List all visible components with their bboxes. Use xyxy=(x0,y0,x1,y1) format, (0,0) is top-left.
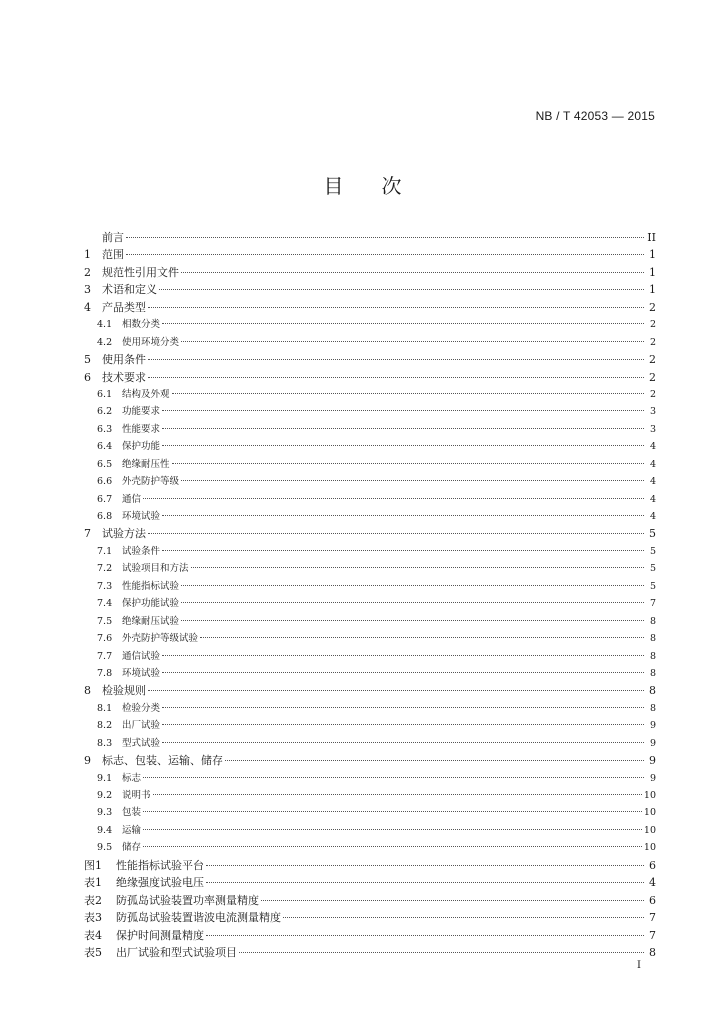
toc-entry[interactable] xyxy=(84,874,656,891)
toc-entry-label: 标志、包装、运输、储存 xyxy=(102,754,223,768)
toc-entry-page: 9 xyxy=(649,754,656,768)
toc-entry[interactable] xyxy=(84,927,656,944)
toc-entry-label: 说明书 xyxy=(122,790,151,801)
toc-entry-label: 使用环境分类 xyxy=(122,336,180,348)
toc-entry-label: 环境试验 xyxy=(122,667,161,679)
toc-entry-page: 2 xyxy=(649,370,656,384)
toc-title: 目次 xyxy=(323,174,440,198)
toc-entry-label: 试验项目和方法 xyxy=(122,563,189,575)
toc-leader-dots xyxy=(191,567,644,568)
toc-entry[interactable] xyxy=(84,839,656,856)
toc-entry-page: 10 xyxy=(643,824,656,836)
toc-entry[interactable] xyxy=(84,787,656,804)
toc-entry-label: 性能要求 xyxy=(122,423,161,435)
toc-leader-dots xyxy=(261,900,644,901)
toc-entry-label: 范围 xyxy=(102,248,124,262)
toc-entry-number: 7.2 xyxy=(97,563,113,575)
toc-entry-number: 9.5 xyxy=(97,842,113,854)
toc-entry-label: 保护功能试验 xyxy=(122,598,180,610)
toc-entry-label: 规范性引用文件 xyxy=(102,265,179,279)
toc-entry-page: 6 xyxy=(649,858,656,872)
toc-entry-page: 5 xyxy=(649,527,656,541)
toc-entry-page: 7 xyxy=(649,911,656,925)
toc-entry[interactable] xyxy=(84,369,656,386)
toc-entry[interactable] xyxy=(84,822,656,839)
toc-entry-page: 10 xyxy=(643,807,656,819)
toc-entry-label: 保护时间测量精度 xyxy=(116,928,204,942)
toc-leader-dots xyxy=(206,882,644,883)
toc-entry-page: 4 xyxy=(649,511,656,522)
toc-entry-number: 7.4 xyxy=(97,598,113,610)
toc-entry-number: 表1 xyxy=(84,876,102,890)
toc-entry[interactable] xyxy=(84,560,656,577)
toc-entry-label: 出厂试验 xyxy=(122,720,161,732)
toc-entry-page: 4 xyxy=(649,441,656,453)
toc-entry[interactable] xyxy=(84,892,656,909)
toc-entry-number: 图1 xyxy=(84,858,102,872)
toc-entry[interactable] xyxy=(84,281,656,298)
toc-entry-page: 4 xyxy=(649,876,656,890)
toc-leader-dots xyxy=(162,323,644,324)
toc-entry[interactable] xyxy=(84,717,656,734)
toc-entry-label: 运输 xyxy=(122,824,142,836)
toc-entry-label: 防孤岛试验装置功率测量精度 xyxy=(116,893,259,907)
toc-entry-label: 术语和定义 xyxy=(102,283,157,297)
page-number: I xyxy=(637,960,641,971)
toc-entry-page: 5 xyxy=(649,545,656,557)
toc-entry-label: 通信试验 xyxy=(122,650,161,662)
toc-entry-number: 7 xyxy=(84,527,91,541)
toc-entry-label: 包装 xyxy=(122,807,142,819)
toc-leader-dots xyxy=(143,811,642,812)
toc-entry-number: 8 xyxy=(84,684,91,698)
toc-leader-dots xyxy=(172,463,644,464)
toc-entry-label: 结构及外观 xyxy=(122,388,170,400)
toc-entry[interactable] xyxy=(84,944,656,961)
toc-leader-dots xyxy=(153,794,642,795)
toc-leader-dots xyxy=(162,707,644,708)
toc-entry-number: 9.1 xyxy=(97,772,113,784)
toc-leader-dots xyxy=(159,289,644,290)
toc-leader-dots xyxy=(162,428,644,429)
toc-leader-dots xyxy=(200,637,644,638)
toc-entry-number: 4.2 xyxy=(97,336,113,348)
toc-entry-number: 9.4 xyxy=(97,824,113,836)
toc-entry[interactable] xyxy=(84,403,656,420)
toc-entry-page: 2 xyxy=(649,336,656,348)
toc-entry-number: 1 xyxy=(84,248,91,262)
toc-entry-number: 6.4 xyxy=(97,441,113,453)
toc-leader-dots xyxy=(181,341,644,342)
toc-leader-dots xyxy=(143,777,644,778)
toc-entry-page: 4 xyxy=(649,476,656,488)
toc-entry-number: 8.3 xyxy=(97,737,113,749)
toc-entry-number: 6.8 xyxy=(97,511,113,522)
toc-entry-label: 性能指标试验 xyxy=(122,580,180,592)
toc-entry-page: 8 xyxy=(649,633,656,645)
toc-entry-label: 试验条件 xyxy=(122,545,161,557)
toc-entry-label: 外壳防护等级 xyxy=(122,476,180,488)
toc-leader-dots xyxy=(181,480,644,481)
toc-entry-label: 产品类型 xyxy=(102,300,146,314)
toc-leader-dots xyxy=(126,237,644,238)
toc-entry-label: 绝缘耐压性 xyxy=(122,458,170,470)
toc-entry-number: 5 xyxy=(84,353,91,367)
toc-entry[interactable] xyxy=(84,386,656,403)
toc-entry[interactable] xyxy=(84,438,656,455)
toc-leader-dots xyxy=(162,410,644,411)
toc-entry-page: 4 xyxy=(649,458,656,470)
toc-entry[interactable] xyxy=(84,909,656,926)
toc-entry-label: 使用条件 xyxy=(102,353,146,367)
toc-entry-label: 检验分类 xyxy=(122,702,161,714)
toc-entry[interactable] xyxy=(84,648,656,665)
toc-entry-page: 2 xyxy=(649,388,656,400)
toc-entry-number: 表5 xyxy=(84,945,102,959)
toc-entry-page: 10 xyxy=(643,790,656,801)
toc-entry-label: 储存 xyxy=(122,842,142,854)
toc-entry-page: II xyxy=(647,231,656,244)
toc-entry[interactable] xyxy=(84,665,656,682)
toc-entry[interactable] xyxy=(84,735,656,752)
toc-leader-dots xyxy=(162,550,644,551)
toc-entry-page: 2 xyxy=(649,319,656,331)
toc-entry-number: 3 xyxy=(84,283,91,297)
toc-entry-number: 6.7 xyxy=(97,493,113,505)
toc-leader-dots xyxy=(206,865,644,866)
toc-leader-dots xyxy=(162,742,644,743)
toc-entry-label: 绝缘强度试验电压 xyxy=(116,876,204,890)
toc-entry-number: 9 xyxy=(84,754,91,768)
toc-entry-label: 型式试验 xyxy=(122,737,161,749)
toc-entry-label: 技术要求 xyxy=(102,370,146,384)
toc-entry-label: 前言 xyxy=(102,231,124,244)
toc-entry[interactable] xyxy=(84,630,656,647)
toc-leader-dots xyxy=(143,498,644,499)
toc-leader-dots xyxy=(143,846,642,847)
toc-leader-dots xyxy=(148,307,644,308)
toc-entry-label: 环境试验 xyxy=(122,511,161,522)
toc-entry-number: 6.2 xyxy=(97,406,113,418)
toc-entry-page: 8 xyxy=(649,615,656,627)
toc-entry[interactable] xyxy=(84,613,656,630)
toc-leader-dots xyxy=(143,829,642,830)
toc-entry[interactable] xyxy=(84,682,656,699)
toc-entry-number: 6.5 xyxy=(97,458,113,470)
toc-entry-number: 表3 xyxy=(84,911,102,925)
toc-entry-page: 2 xyxy=(649,353,656,367)
toc-entry[interactable] xyxy=(84,473,656,490)
toc-leader-dots xyxy=(206,935,644,936)
toc-entry-page: 2 xyxy=(649,300,656,314)
toc-entry[interactable] xyxy=(84,578,656,595)
toc-entry-label: 通信 xyxy=(122,493,142,505)
toc-entry-page: 6 xyxy=(649,893,656,907)
toc-leader-dots xyxy=(181,585,644,586)
toc-entry-number: 7.6 xyxy=(97,633,113,645)
toc-entry[interactable] xyxy=(84,491,656,508)
toc-entry-label: 功能要求 xyxy=(122,406,161,418)
toc-leader-dots xyxy=(162,672,644,673)
toc-leader-dots xyxy=(162,515,644,516)
table-of-contents xyxy=(84,229,656,961)
toc-entry[interactable] xyxy=(84,804,656,821)
toc-leader-dots xyxy=(162,655,644,656)
toc-entry-number: 6.1 xyxy=(97,388,113,400)
toc-entry-number: 2 xyxy=(84,265,91,279)
toc-entry[interactable] xyxy=(84,299,656,316)
toc-leader-dots xyxy=(172,393,644,394)
toc-entry-page: 1 xyxy=(649,265,656,279)
toc-entry-page: 8 xyxy=(649,945,656,959)
toc-entry-number: 6 xyxy=(84,370,91,384)
toc-entry-page: 9 xyxy=(649,772,656,784)
toc-entry[interactable] xyxy=(84,543,656,560)
toc-entry[interactable] xyxy=(84,752,656,769)
toc-entry[interactable] xyxy=(84,351,656,368)
toc-entry-number: 表2 xyxy=(84,893,102,907)
toc-entry-page: 8 xyxy=(649,650,656,662)
toc-entry-page: 1 xyxy=(649,283,656,297)
toc-entry-page: 8 xyxy=(649,684,656,698)
toc-entry-page: 7 xyxy=(649,928,656,942)
toc-entry[interactable] xyxy=(84,508,656,525)
toc-entry[interactable] xyxy=(84,334,656,351)
toc-entry-label: 出厂试验和型式试验项目 xyxy=(116,945,237,959)
toc-entry-label: 相数分类 xyxy=(122,319,161,331)
toc-leader-dots xyxy=(239,952,644,953)
toc-entry-number: 6.6 xyxy=(97,476,113,488)
toc-leader-dots xyxy=(148,359,644,360)
toc-entry-number: 7.7 xyxy=(97,650,113,662)
toc-entry-page: 5 xyxy=(649,580,656,592)
toc-entry-label: 标志 xyxy=(122,772,142,784)
toc-entry-page: 8 xyxy=(649,667,656,679)
toc-entry[interactable] xyxy=(84,595,656,612)
toc-entry-label: 防孤岛试验装置谐波电流测量精度 xyxy=(116,911,281,925)
toc-entry-page: 3 xyxy=(649,406,656,418)
toc-entry-number: 表4 xyxy=(84,928,102,942)
toc-entry-page: 1 xyxy=(649,248,656,262)
toc-entry-label: 绝缘耐压试验 xyxy=(122,615,180,627)
toc-leader-dots xyxy=(181,602,644,603)
toc-leader-dots xyxy=(162,724,644,725)
toc-entry-label: 性能指标试验平台 xyxy=(116,858,204,872)
toc-entry[interactable] xyxy=(84,264,656,281)
toc-entry-number: 9.3 xyxy=(97,807,113,819)
toc-entry-number: 8.2 xyxy=(97,720,113,732)
toc-entry-page: 9 xyxy=(649,720,656,732)
toc-entry-number: 6.3 xyxy=(97,423,113,435)
toc-entry-number: 4 xyxy=(84,300,91,314)
toc-entry[interactable] xyxy=(84,456,656,473)
toc-leader-dots xyxy=(126,254,644,255)
toc-leader-dots xyxy=(181,272,644,273)
toc-entry-page: 7 xyxy=(649,598,656,610)
toc-entry-page: 3 xyxy=(649,423,656,435)
toc-entry[interactable] xyxy=(84,770,656,787)
toc-entry-page: 9 xyxy=(649,737,656,749)
toc-entry-number: 9.2 xyxy=(97,790,113,801)
toc-leader-dots xyxy=(225,760,644,761)
toc-leader-dots xyxy=(162,445,644,446)
toc-entry-page: 4 xyxy=(649,493,656,505)
toc-entry-number: 8.1 xyxy=(97,702,113,714)
toc-entry-page: 5 xyxy=(649,563,656,575)
toc-leader-dots xyxy=(148,377,644,378)
toc-entry-number: 7.3 xyxy=(97,580,113,592)
toc-entry[interactable] xyxy=(84,525,656,542)
toc-entry-page: 8 xyxy=(649,702,656,714)
toc-entry-number: 4.1 xyxy=(97,319,113,331)
toc-entry-number: 7.8 xyxy=(97,667,113,679)
toc-leader-dots xyxy=(283,917,644,918)
toc-entry[interactable] xyxy=(84,316,656,333)
toc-entry[interactable] xyxy=(84,246,656,263)
toc-entry[interactable] xyxy=(84,700,656,717)
toc-entry-label: 试验方法 xyxy=(102,527,146,541)
toc-entry-label: 检验规则 xyxy=(102,684,146,698)
standard-code: NB / T 42053 — 2015 xyxy=(535,109,655,123)
toc-entry[interactable] xyxy=(84,857,656,874)
toc-leader-dots xyxy=(148,690,644,691)
toc-entry-page: 10 xyxy=(643,842,656,854)
toc-entry-label: 外壳防护等级试验 xyxy=(122,633,199,645)
toc-leader-dots xyxy=(148,533,644,534)
toc-entry[interactable] xyxy=(84,229,656,246)
toc-entry[interactable] xyxy=(84,421,656,438)
toc-entry-number: 7.1 xyxy=(97,545,113,557)
toc-entry-number: 7.5 xyxy=(97,615,113,627)
toc-leader-dots xyxy=(181,620,644,621)
toc-entry-label: 保护功能 xyxy=(122,441,161,453)
